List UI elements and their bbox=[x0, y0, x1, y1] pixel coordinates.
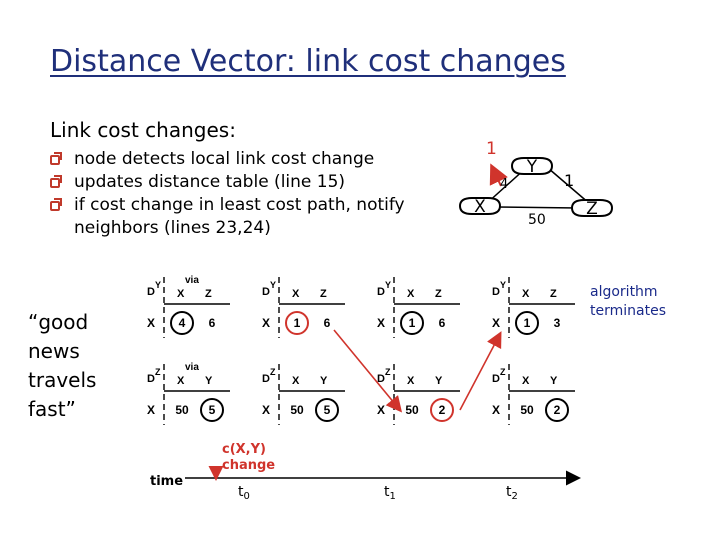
table-row-label: X bbox=[147, 403, 156, 417]
node-x bbox=[460, 197, 500, 217]
distance-tables bbox=[147, 275, 575, 425]
table-d-label: D bbox=[492, 373, 500, 385]
table-d-label: D bbox=[262, 286, 270, 298]
table-d-label: D bbox=[147, 373, 155, 385]
table-d-label: D bbox=[147, 286, 155, 298]
table-row-label: X bbox=[262, 316, 271, 330]
subheading: Link cost changes: bbox=[50, 118, 236, 142]
table-value: 5 bbox=[323, 403, 331, 417]
svg-text:X: X bbox=[474, 197, 486, 217]
table-via-label: via bbox=[185, 362, 199, 373]
table-col-label: X bbox=[407, 288, 415, 300]
good-news-text: “good news travels fast” bbox=[28, 310, 97, 421]
table-value: 50 bbox=[290, 403, 304, 417]
change-label-1: c(X,Y) bbox=[222, 442, 266, 457]
table-value: 6 bbox=[208, 316, 216, 330]
node-y bbox=[512, 157, 552, 177]
table-value: 5 bbox=[208, 403, 216, 417]
table-col-label: X bbox=[522, 375, 530, 387]
table-value: 3 bbox=[553, 316, 561, 330]
table-row-label: X bbox=[377, 316, 386, 330]
table-dest-label: Z bbox=[385, 367, 391, 377]
table-dest-label: Y bbox=[385, 280, 392, 290]
table-col-label: Z bbox=[435, 288, 442, 300]
table-d-label: D bbox=[377, 373, 385, 385]
table-d-label: D bbox=[377, 286, 385, 298]
propagation-arrow-2 bbox=[460, 334, 500, 410]
table-col-label: Y bbox=[435, 375, 443, 387]
table-d-label: D bbox=[262, 373, 270, 385]
tick-t0: $t_0$ bbox=[238, 484, 250, 502]
table-col-label: Z bbox=[320, 288, 327, 300]
table-dest-label: Z bbox=[270, 367, 276, 377]
time-label: time bbox=[150, 474, 184, 489]
table-value: 50 bbox=[175, 403, 189, 417]
cost-y-z-label: 1 bbox=[564, 171, 575, 190]
table-value: 2 bbox=[438, 403, 446, 417]
table-col-label: Y bbox=[205, 375, 213, 387]
table-dest-label: Y bbox=[270, 280, 277, 290]
new-cost-label: 1 bbox=[486, 139, 497, 159]
table-value: 1 bbox=[408, 316, 416, 330]
bullet-text: updates distance table (line 15) bbox=[74, 172, 346, 192]
svg-text:Z: Z bbox=[586, 199, 598, 219]
table-row-label: X bbox=[147, 316, 156, 330]
table-value: 4 bbox=[178, 316, 186, 330]
table-value: 50 bbox=[520, 403, 534, 417]
link-x-z bbox=[496, 207, 578, 208]
table-dest-label: Y bbox=[155, 280, 162, 290]
table-value: 6 bbox=[438, 316, 446, 330]
table-value: 6 bbox=[323, 316, 331, 330]
table-col-label: X bbox=[177, 375, 185, 387]
bullet-text: if cost change in least cost path, notify neighbors (lines 23,24) bbox=[74, 195, 405, 238]
svg-text:Y: Y bbox=[526, 157, 538, 177]
table-col-label: Z bbox=[550, 288, 557, 300]
table-col-label: Y bbox=[320, 375, 328, 387]
table-dest-label: Z bbox=[500, 367, 506, 377]
table-dest-label: Y bbox=[500, 280, 507, 290]
table-value: 1 bbox=[293, 316, 301, 330]
table-col-label: Y bbox=[550, 375, 558, 387]
table-value: 50 bbox=[405, 403, 419, 417]
table-col-label: X bbox=[407, 375, 415, 387]
cost-x-z-label: 50 bbox=[528, 212, 546, 228]
timeline-axis bbox=[150, 442, 578, 502]
table-col-label: X bbox=[522, 288, 530, 300]
change-label-2: change bbox=[222, 458, 276, 473]
table-col-label: Z bbox=[205, 288, 212, 300]
table-col-label: X bbox=[292, 288, 300, 300]
table-value: 2 bbox=[553, 403, 561, 417]
node-z bbox=[572, 199, 612, 219]
algorithm-note: algorithm terminates bbox=[590, 284, 666, 319]
slide-title: Distance Vector: link cost changes bbox=[50, 44, 566, 79]
network-graph bbox=[460, 139, 612, 228]
table-d-label: D bbox=[492, 286, 500, 298]
table-dest-label: Z bbox=[155, 367, 161, 377]
old-cost-label: 4 bbox=[500, 177, 509, 192]
table-col-label: X bbox=[177, 288, 185, 300]
table-value: 1 bbox=[523, 316, 531, 330]
table-row-label: X bbox=[492, 316, 501, 330]
table-row-label: X bbox=[262, 403, 271, 417]
bullet-text: node detects local link cost change bbox=[74, 149, 375, 169]
tick-t2: $t_2$ bbox=[506, 484, 518, 502]
table-row-label: X bbox=[377, 403, 386, 417]
table-col-label: X bbox=[292, 375, 300, 387]
table-via-label: via bbox=[185, 275, 199, 286]
tick-t1: $t_1$ bbox=[384, 484, 396, 502]
table-row-label: X bbox=[492, 403, 501, 417]
